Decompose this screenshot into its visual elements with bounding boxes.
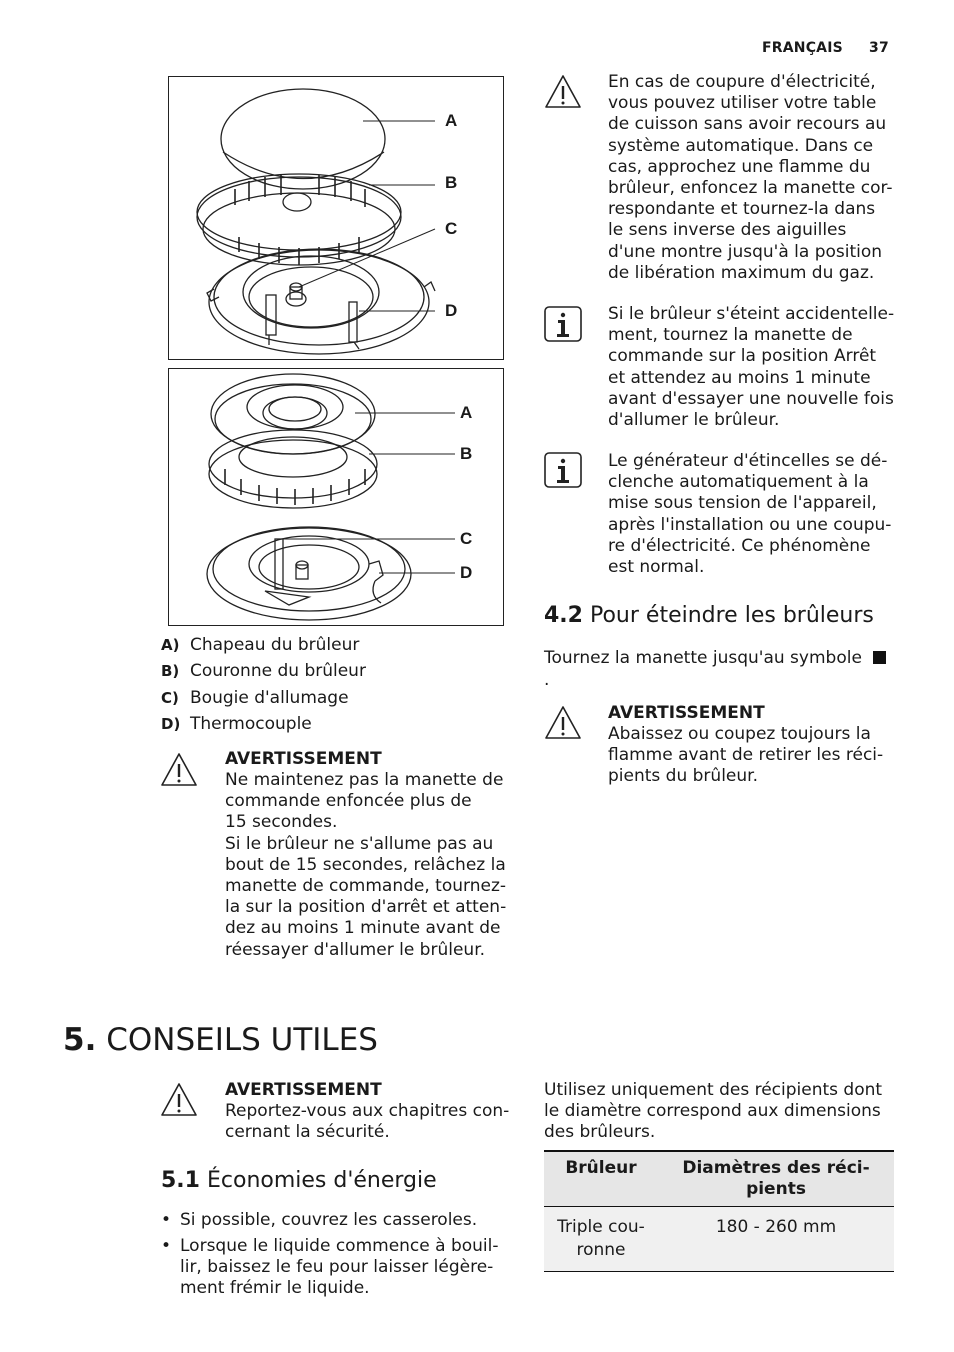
warning-body: Abaissez ou coupez toujours la flamme avant de retirer les réci- pients du brûleur.	[608, 724, 884, 787]
legend-item-d	[161, 714, 312, 734]
figure1-label-c: C	[445, 219, 458, 238]
chapter-title: CONSEILS UTILES	[106, 1022, 378, 1058]
chapter-heading	[63, 1022, 378, 1058]
figure1-label-d: D	[445, 301, 458, 320]
warning-body: Ne maintenez pas la manette de commande enfoncée plus de 15 secondes. Si le brûleur ne s'allume pas au bout de 15 secondes, relâchez la manette de commande, tournez- la sur la position d'arrêt et atten- dez au moins 1 minute avant de réessayer d'allumer le brûleur.	[225, 770, 507, 960]
language-label: FRANÇAIS	[762, 40, 843, 56]
table-row	[544, 1207, 894, 1272]
section-heading-5-1	[161, 1168, 437, 1193]
table-cell-burner: Triple cou- ronne	[544, 1207, 658, 1272]
turn-knob-text: Tournez la manette jusqu'au symbole	[544, 648, 862, 668]
legend-text: Bougie d'allumage	[190, 688, 349, 708]
figure1-label-a: A	[445, 111, 458, 130]
vessel-diameter-table	[544, 1152, 894, 1272]
section-title: Pour éteindre les brûleurs	[589, 603, 874, 628]
off-symbol-icon	[873, 651, 886, 664]
figure2-label-a: A	[460, 403, 473, 422]
bullet-text: Lorsque le liquide commence à bouil- lir, baissez le feu pour laisser légère- ment frémir le liquide.	[180, 1236, 499, 1299]
section-title: Économies d'énergie	[206, 1168, 437, 1193]
legend-key: A)	[161, 636, 180, 654]
vessel-intro-text: Utilisez uniquement des récipients dont le diamètre correspond aux dimensions des brûleurs.	[544, 1080, 883, 1143]
warning-icon	[160, 752, 198, 788]
section-heading-4-2	[544, 603, 874, 628]
info-text-2: Le générateur d'étincelles se dé- clenche automatiquement à la mise sous tension de l'appareil, après l'installation ou une coupu- re d'électricité. Ce phénomène est normal.	[608, 451, 892, 578]
warning-title: AVERTISSEMENT	[225, 749, 382, 769]
warning-icon	[544, 74, 582, 110]
warning-icon	[160, 1082, 198, 1118]
legend-item-c	[161, 688, 349, 708]
figure1-label-b: B	[445, 173, 458, 192]
bullet-text: Si possible, couvrez les casseroles.	[180, 1210, 478, 1230]
legend-item-a	[161, 635, 359, 655]
burner-figure-2	[168, 368, 504, 626]
section-number: 4.2	[544, 603, 583, 628]
legend-text: Chapeau du brûleur	[190, 635, 360, 655]
warning-title: AVERTISSEMENT	[225, 1080, 382, 1100]
table-header-burner: Brûleur	[544, 1152, 658, 1207]
legend-key: C)	[161, 689, 179, 707]
table-cell-diameter: 180 - 260 mm	[658, 1207, 894, 1272]
section-number: 5.1	[161, 1168, 200, 1193]
burner-exploded-drawing-2	[169, 369, 503, 625]
burner-figure-1	[168, 76, 504, 360]
figure2-label-d: D	[460, 563, 473, 582]
legend-text: Thermocouple	[190, 714, 312, 734]
table-header-diameter: Diamètres des réci- pients	[658, 1152, 894, 1207]
chapter-number: 5.	[63, 1022, 97, 1058]
warning-title: AVERTISSEMENT	[608, 703, 765, 723]
legend-key: B)	[161, 662, 180, 680]
figure2-label-b: B	[460, 444, 473, 463]
warning-icon	[544, 705, 582, 741]
warning-body: Reportez-vous aux chapitres con- cernant la sécurité.	[225, 1101, 510, 1143]
period-text: .	[544, 670, 550, 690]
legend-text: Couronne du brûleur	[190, 661, 366, 681]
legend-item-b	[161, 661, 366, 681]
info-text-1: Si le brûleur s'éteint accidentelle- ment, tournez la manette de commande sur la position Arrêt et attendez au moins 1 minute avant d'essayer une nouvelle fois d'allumer le brûleur.	[608, 304, 895, 431]
table-header-row	[544, 1152, 894, 1207]
legend-key: D)	[161, 715, 181, 733]
page-number: 37	[869, 40, 889, 56]
figure2-label-c: C	[460, 529, 473, 548]
info-icon	[544, 452, 582, 488]
info-icon	[544, 306, 582, 342]
power-cut-text: En cas de coupure d'électricité, vous pouvez utiliser votre table de cuisson sans avoir recours au système automatique. Dans ce cas, approchez une flamme du brûleur, enfoncez la manette cor- respondante et tournez-la dans le sens inverse des aiguilles d'une montre jusqu'à la position de libération maximum du gaz.	[608, 72, 893, 283]
